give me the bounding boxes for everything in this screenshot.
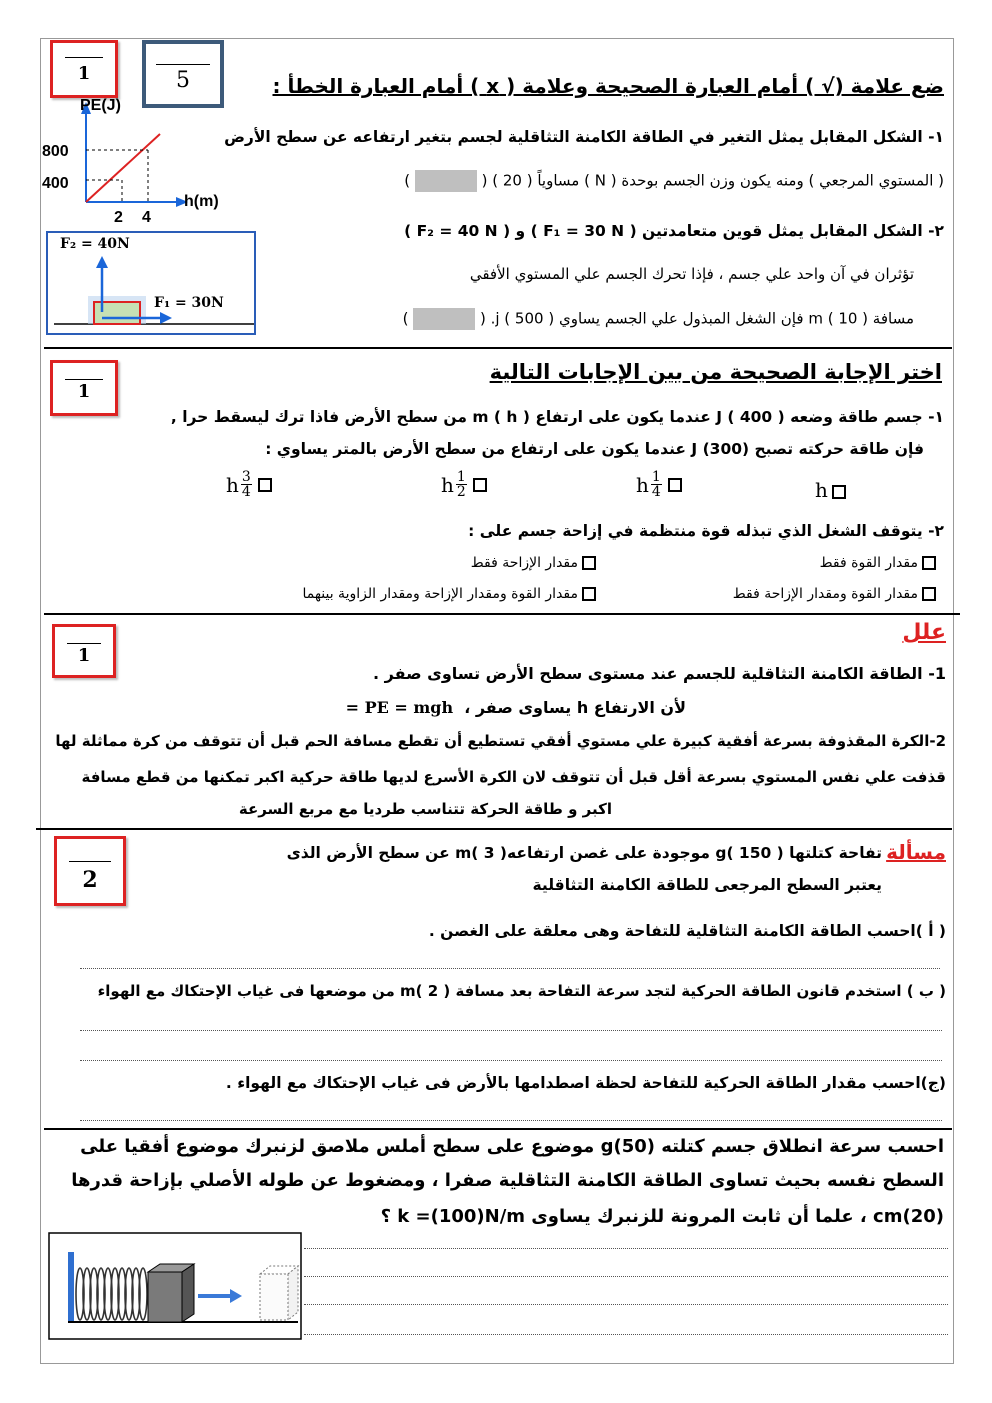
option-h-three-quarters[interactable] [226, 470, 276, 499]
option-h-checkbox[interactable] [832, 485, 846, 499]
option-force-displacement-angle[interactable] [302, 586, 600, 602]
reason1-answer-text: لأن الارتفاع h يساوى صفر ، [464, 698, 686, 717]
y-tick-800: 800 [42, 143, 69, 160]
option-h-half-checkbox[interactable] [473, 478, 487, 492]
ghost-block [260, 1274, 288, 1320]
force-diagram [44, 230, 259, 340]
option-h-three-quarters-checkbox[interactable] [258, 478, 272, 492]
opt3-h: h [441, 472, 454, 497]
answer-line-5c[interactable] [304, 1304, 948, 1305]
f2-label: F₂ = 40N [60, 236, 130, 252]
wall [68, 1252, 74, 1322]
option-h-half[interactable] [441, 470, 491, 499]
reason1-statement: 1- الطاقة الكامنة التثاقلية للجسم عند مستوى سطح الأرض تساوى صفر . [373, 664, 946, 683]
option-h-quarter[interactable] [636, 470, 686, 499]
section2-q1-line2: فإن طاقة حركته تصبح J (300) عندما يكون على ارتفاع من سطح الأرض بالمتر يساوي : [265, 440, 924, 458]
score-box-section2: 1 [50, 360, 118, 416]
q1-statement: ( المستوي المرجعي ) ومنه يكون وزن الجسم بوحدة ( N ) مساوياً ( 20 ) ( [481, 171, 944, 190]
opt2-denominator: 4 [651, 484, 661, 500]
option-displacement-only-checkbox[interactable] [582, 556, 596, 570]
reason1-answer [346, 698, 686, 717]
reason2-line2: قذفت علي نفس المستوي بسرعة أقل قبل أن تتوقف لان الكرة الأسرع لديها طاقة حركية اكبر تمكنها من قطع مسافة [81, 768, 946, 786]
section4-line1: تفاحة كتلتها g( 150 ) موجودة على غصن ارتفاعهm( 3 ) عن سطح الأرض الذى [286, 844, 882, 862]
reason1-formula: PE = mgh = [345, 698, 454, 717]
section5-line3: (20)cm ، علما أن ثابت المرونة للزنبرك يساوى k =(100)N/m ؟ [380, 1206, 944, 1227]
ghost-block-side [288, 1266, 298, 1320]
section4-question-c: (ج)احسب مقدار الطاقة الحركية للتفاحة لحظة اصطدامها بالأرض فى غياب الإحتكاك مع الهواء . [225, 1074, 946, 1092]
section3-title: علل [902, 620, 946, 645]
section2-title: اختر الإجابة الصحيحة من بين الإجابات التالية [489, 360, 942, 384]
section4-question-b: ( ب ) استخدم قانون الطاقة الحركية لتجد سرعة التفاحة بعد مسافة m( 2 ) من موضعها فى غياب الإحتكاك مع الهواء [97, 982, 946, 1000]
x-tick-4: 4 [142, 209, 151, 226]
opt3-numerator: 1 [456, 469, 466, 485]
opt4-denominator: 4 [241, 484, 251, 500]
q2-statement: مسافة m ( 10 ) فإن الشغل المبذول علي الجسم يساوي j ( 500 ). ( [479, 309, 914, 328]
section1-q1-line2 [404, 170, 944, 192]
answer-line-5b[interactable] [304, 1276, 948, 1277]
answer-line-5d[interactable] [304, 1334, 948, 1335]
option-h-quarter-checkbox[interactable] [668, 478, 682, 492]
y-tick-400: 400 [42, 175, 69, 192]
score-box-section3: 1 [52, 624, 116, 678]
spring-diagram [48, 1232, 303, 1342]
total-score-box: 5 [142, 40, 224, 108]
section4-question-a: ( أ )احسب الطاقة الكامنة التثاقلية للتفاحة وهى معلقة على الغصن . [428, 922, 946, 940]
option-h[interactable] [815, 478, 850, 502]
q1-close-paren: ) [404, 171, 411, 190]
answer-line-5a[interactable] [304, 1248, 948, 1249]
answer-blank-q2[interactable] [413, 308, 475, 330]
score-box-section1: 1 [50, 40, 118, 98]
option-force-displacement-angle-checkbox[interactable] [582, 587, 596, 601]
divider-2 [44, 613, 960, 615]
divider-1 [44, 347, 952, 349]
section2-q1-line1: ١- جسم طاقة وضعه J ( 400 ) عندما يكون على ارتفاع m ( h ) من سطح الأرض فاذا ترك ليسقط حرا , [170, 408, 944, 426]
opt2-numerator: 1 [651, 469, 661, 485]
opt3-denominator: 2 [456, 484, 466, 500]
compressed-block [148, 1272, 182, 1322]
x-tick-2: 2 [114, 209, 123, 226]
answer-line-b2[interactable] [80, 1060, 942, 1061]
option-force-and-displacement[interactable] [733, 586, 940, 602]
option-force-displacement-angle-label: مقدار القوة ومقدار الإزاحة ومقدار الزاوية بينهما [302, 586, 578, 602]
option-force-only[interactable] [820, 555, 940, 571]
graph-xlabel: h(m) [184, 193, 219, 210]
answer-line-b1[interactable] [80, 1030, 942, 1031]
option-displacement-only[interactable] [471, 555, 600, 571]
reason2-line3: اكبر و طاقة الحركة تتناسب طرديا مع مربع السرعة [238, 800, 612, 818]
option-force-and-displacement-checkbox[interactable] [922, 587, 936, 601]
opt2-h: h [636, 472, 649, 497]
section1-q1-line1: ١- الشكل المقابل يمثل التغير في الطاقة الكامنة التثاقلية لجسم بتغير ارتفاعه عن سطح الأرض [224, 128, 944, 146]
section1-q2-line1: ٢- الشكل المقابل يمثل قوين متعامدتين ( F₁ = 30 N ) و ( F₂ = 40 N ) [404, 222, 944, 240]
section4-line2: يعتبر السطح المرجعى للطاقة الكامنة التثاقلية [532, 876, 882, 894]
answer-line-a[interactable] [80, 968, 940, 969]
option-displacement-only-label: مقدار الإزاحة فقط [470, 555, 578, 571]
section4-title: مسألة [886, 840, 946, 864]
option-force-and-displacement-label: مقدار القوة ومقدار الإزاحة فقط [732, 586, 918, 602]
f1-label: F₁ = 30N [154, 295, 224, 311]
option-force-only-checkbox[interactable] [922, 556, 936, 570]
q2-close-paren: ) [402, 309, 409, 328]
block-side [182, 1264, 194, 1322]
section5-line1: احسب سرعة انطلاق جسم كتلته g(50) موضوع على سطح أملس ملاصق لزنبرك موضوع أفقيا على [80, 1136, 944, 1157]
answer-blank-q1[interactable] [415, 170, 477, 192]
section5-line2: السطح نفسه بحيث تساوى الطاقة الكامنة التثاقلية صفرا ، ومضغوط عن طوله الأصلي بإزاحة قدرها [71, 1170, 944, 1191]
option-force-only-label: مقدار القوة فقط [819, 555, 918, 571]
opt4-numerator: 3 [241, 469, 251, 485]
pe-line [86, 134, 160, 202]
divider-4 [44, 1128, 952, 1130]
option-h-value: h [815, 478, 828, 502]
section1-q2-line2: تؤثران في آن واحد علي جسم ، فإذا تحرك الجسم علي المستوي الأفقي [469, 265, 914, 283]
graph-ylabel: PE(J) [80, 97, 121, 114]
opt4-h: h [226, 472, 239, 497]
pe-height-graph [38, 92, 238, 232]
divider-3 [36, 828, 952, 830]
answer-line-c[interactable] [80, 1120, 942, 1121]
reason2-line1: 2-الكرة المقذوفة بسرعة أفقية كبيرة علي مستوي أفقي تستطيع أن تقطع مسافة الحم قبل أن تتوقف من كرة مماثلة لها [55, 732, 946, 750]
section1-title: ضع علامة (√ ) أمام العبارة الصحيحة وعلامة ( x ) أمام العبارة الخطأ : [272, 74, 944, 98]
section2-q2-stem: ٢- يتوقف الشغل الذي تبذله قوة منتظمة في إزاحة جسم على : [468, 522, 944, 540]
score-box-section4: 2 [54, 836, 126, 906]
section1-q2-line3 [403, 308, 914, 330]
